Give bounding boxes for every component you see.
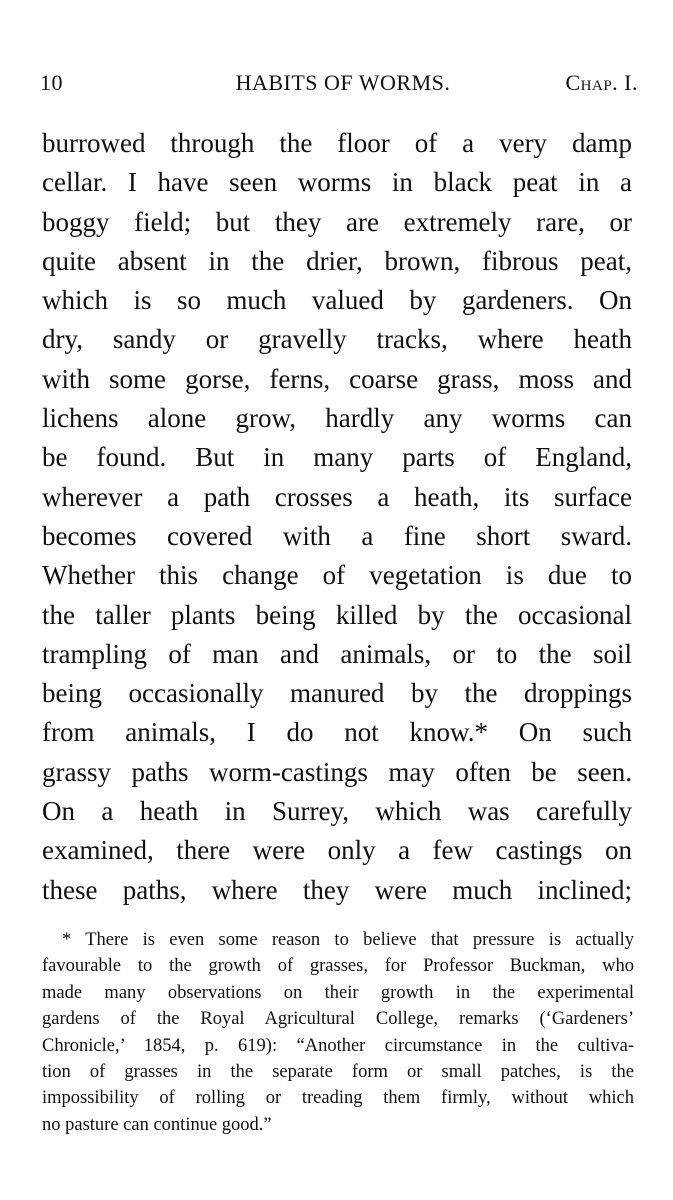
body-line: Whether this change of vegetation is due to	[42, 560, 632, 591]
footnote-line: no pasture can continue good.”	[42, 1114, 272, 1135]
running-head	[40, 70, 638, 102]
body-line: be found. But in many parts of England,	[42, 442, 632, 473]
body-line: being occasionally manured by the droppings	[42, 678, 632, 709]
footnote	[42, 927, 634, 1138]
footnote-line: made many observations on their growth in the experimental	[42, 982, 634, 1003]
footnote-line: impossibility of rolling or treading them firmly, without which	[42, 1088, 634, 1109]
body-line: dry, sandy or gravelly tracks, where heath	[42, 324, 632, 355]
body-line: On a heath in Surrey, which was carefully	[42, 796, 632, 827]
body-text	[42, 124, 632, 910]
body-line: becomes covered with a fine short sward.	[42, 520, 632, 551]
footnote-line: favourable to the growth of grasses, for Professor Buckman, who	[42, 956, 634, 977]
body-line: cellar. I have seen worms in black peat in a	[42, 167, 632, 198]
body-line: with some gorse, ferns, coarse grass, moss and	[42, 363, 632, 394]
footnote-line: * There is even some reason to believe that pressure is actually	[62, 930, 634, 950]
footnote-line: tion of grasses in the separate form or small patches, is the	[42, 1061, 634, 1082]
body-line: lichens alone grow, hardly any worms can	[42, 403, 632, 434]
body-line: quite absent in the drier, brown, fibrous peat,	[42, 245, 632, 276]
body-line: boggy field; but they are extremely rare, or	[42, 206, 632, 237]
footnote-line: Chronicle,’ 1854, p. 619): “Another circumstance in the cultiva-	[42, 1035, 634, 1056]
body-line: the taller plants being killed by the occasional	[42, 599, 632, 630]
body-line: examined, there were only a few castings on	[42, 835, 632, 866]
body-line: trampling of man and animals, or to the soil	[42, 638, 632, 669]
footnote-line: gardens of the Royal Agricultural College, remarks (‘Gardeners’	[42, 1009, 634, 1030]
body-line: from animals, I do not know.* On such	[42, 717, 632, 748]
chapter-label: Chap. I.	[565, 70, 638, 95]
body-line: wherever a path crosses a heath, its surface	[42, 481, 632, 512]
body-line: which is so much valued by gardeners. On	[42, 285, 632, 316]
running-title: HABITS OF WORMS.	[235, 70, 451, 95]
body-line: grassy paths worm-castings may often be seen.	[42, 756, 632, 787]
page-number: 10	[40, 70, 63, 95]
body-line: these paths, where they were much inclined;	[42, 874, 632, 905]
body-line: burrowed through the floor of a very damp	[42, 128, 632, 158]
